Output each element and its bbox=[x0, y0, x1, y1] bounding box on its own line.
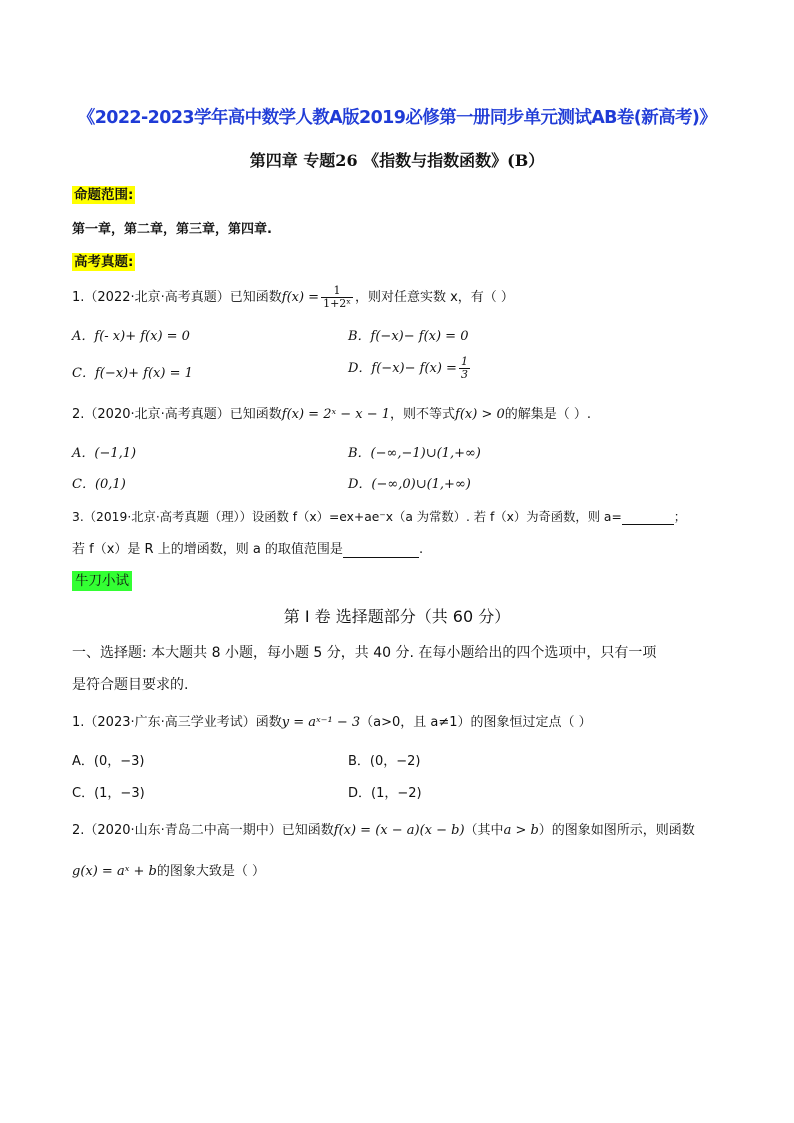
trial-q1-option-b: B．(0，−2) bbox=[348, 754, 421, 769]
past-q2-stem: 2.（2020·北京·高考真题）已知函数f(x) = 2ˣ − x − 1，则不等式f(x) > 0的解集是（ ）. bbox=[72, 407, 592, 422]
scope-content: 第一章，第二章，第三章，第四章. bbox=[72, 222, 272, 237]
past-q2-option-c: C．(0,1) bbox=[72, 477, 126, 492]
past-q1-fraction: $\frac{1}{\text{1+2ˣ}}$ bbox=[323, 284, 351, 310]
past-q1-option-d: D．f(−x)− f(x) = $\frac{1}{3}$ bbox=[348, 355, 468, 381]
trial-q1-option-a: A．(0，−3) bbox=[72, 754, 145, 769]
answer-blank[interactable] bbox=[622, 510, 674, 525]
answer-blank[interactable] bbox=[343, 542, 419, 558]
past-q1-option-a: A．f(- x)+ f(x) = 0 bbox=[72, 329, 190, 344]
section-instruction-line2: 是符合题目要求的. bbox=[72, 677, 189, 693]
scope-label: 命题范围: bbox=[74, 187, 134, 203]
trial-q2-stem-line1: 2.（2020·山东·青岛二中高一期中）已知函数f(x) = (x − a)(x − b)（其中a > b）的图象如图所示，则函数 bbox=[72, 823, 695, 838]
past-q2-option-b: B．(−∞,−1)∪(1,+∞) bbox=[348, 446, 481, 461]
past-exam-label: 高考真题: bbox=[74, 254, 134, 270]
trial-q1-stem: 1.（2023·广东·高三学业考试）函数y = aˣ⁻¹ − 3（a>0，且 a≠1）的图象恒过定点（ ） bbox=[72, 715, 592, 730]
trial-q1-option-c: C．(1，−3) bbox=[72, 786, 145, 801]
past-q3-line2: 若 f（x）是 R 上的增函数，则 a 的取值范围是 . bbox=[72, 542, 424, 557]
past-q2-option-d: D．(−∞,0)∪(1,+∞) bbox=[348, 477, 471, 492]
trial-q1-option-d: D．(1，−2) bbox=[348, 786, 422, 801]
document-subtitle: 第四章 专题26 《指数与指数函数》(B） bbox=[249, 151, 545, 170]
trial-q2-stem-line2: g(x) = aˣ + b的图象大致是（ ） bbox=[72, 864, 265, 879]
section-instruction-line1: 一、选择题: 本大题共 8 小题，每小题 5 分，共 40 分. 在每小题给出的四个选项中，只有一项 bbox=[72, 645, 657, 661]
past-q2-option-a: A．(−1,1) bbox=[72, 446, 137, 461]
document-title: 《2022-2023学年高中数学人教A版2019必修第一册同步单元测试AB卷(新高考)》 bbox=[77, 108, 717, 128]
past-q1-option-b: B．f(−x)− f(x) = 0 bbox=[348, 329, 469, 344]
past-q3-line1: 3.（2019·北京·高考真题（理））设函数 f（x）=ex+ae⁻x（a 为常数）. 若 f（x）为奇函数，则 a= ； bbox=[72, 510, 687, 524]
past-q1-stem: 1.（2022·北京·高考真题）已知函数f(x) = $\frac{1}{\text{1+2ˣ}}$ ，则对任意实数 x，有（ ） bbox=[72, 284, 514, 310]
past-q1-option-c: C．f(−x)+ f(x) = 1 bbox=[72, 366, 193, 381]
trial-label: 牛刀小试 bbox=[72, 569, 132, 589]
section-title: 第 I 卷 选择题部分（共 60 分） bbox=[283, 607, 511, 626]
